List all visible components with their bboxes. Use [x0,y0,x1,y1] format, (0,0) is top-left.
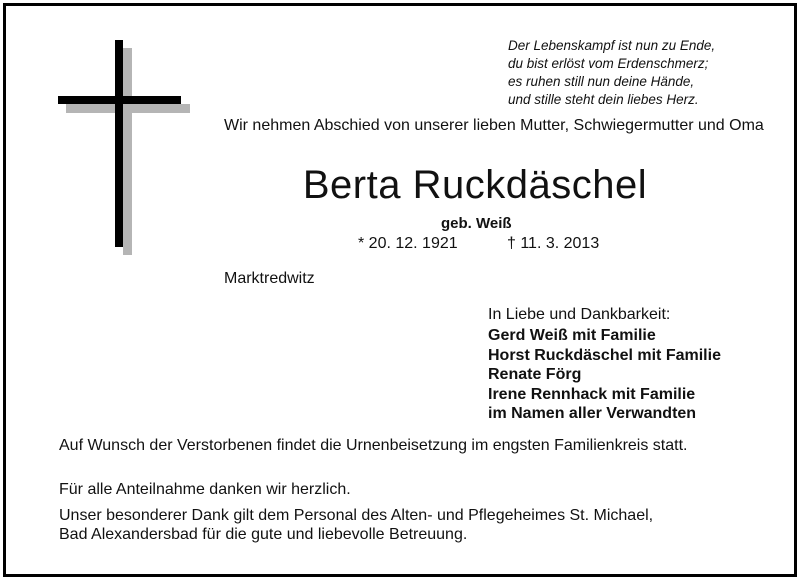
survivor-name: im Namen aller Verwandten [488,405,697,422]
maiden-name: geb. Weiß [441,215,512,232]
special-thanks-notice: Unser besonderer Dank gilt dem Personal des Alten- und Pflegeheimes St. Michael, Bad Alexandersbad für die gute und liebevolle Betreuung. [59,507,654,543]
survivors-list [488,326,721,424]
survivor-name: Horst Ruckdäschel mit Familie [488,346,721,364]
burial-notice: Auf Wunsch der Verstorbenen findet die Urnenbeisetzung im engsten Familienkreis statt. [59,437,688,454]
survivors-intro: In Liebe und Dankbarkeit: [488,306,671,323]
deceased-name: Berta Ruckdäschel [302,163,648,207]
thanks-notice: Für alle Anteilnahme danken wir herzlich. [59,481,351,498]
intro-text: Wir nehmen Abschied von unserer lieben Mutter, Schwiegermutter und Oma [224,117,764,134]
poem-line: es ruhen still nun deine Hände, [508,74,695,89]
survivor-name: Gerd Weiß mit Familie [488,327,656,344]
death-date: † 11. 3. 2013 [507,235,600,252]
survivor-name: Irene Rennhack mit Familie [488,385,696,403]
poem [508,37,715,109]
poem-line: Der Lebenskampf ist nun zu Ende, [508,38,716,53]
survivor-name: Renate Förg [488,366,582,383]
poem-line: und stille steht dein liebes Herz. [508,92,699,107]
cross-icon [58,40,190,256]
birth-date: * 20. 12. 1921 [358,235,458,252]
poem-line: du bist erlöst vom Erdenschmerz; [508,56,709,71]
place: Marktredwitz [224,270,315,287]
